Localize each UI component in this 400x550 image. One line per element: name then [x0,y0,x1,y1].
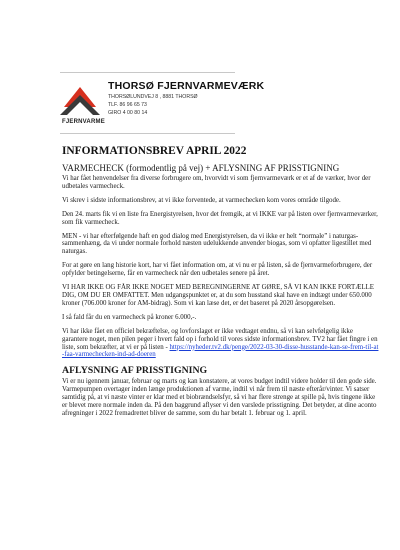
paragraph: Den 24. marts fik vi en liste fra Energistyrelsen, hvor det fremgik, at vi IKKE var på listen over fjernvarmeværker, som fik varmecheck. [62,210,378,226]
letterhead [60,72,265,134]
company-giro: GIRO 4 00 80 14 [108,110,148,117]
paragraph: VI HAR IKKE OG FÅR IKKE NOGET MED BEREGNINGERNE AT GØRE, SÅ VI KAN IKKE FORTÆLLE DIG, OM DU ER OMFATTET. Men udgangspunktet er, at du som husstand skal have en indtægt under 650.000 kroner (706.000 kroner for AM-bidrag). Som vi kan læse det, er det baseret på 2020 årsopgørelsen. [62,284,374,307]
document-title: INFORMATIONSBREV APRIL 2022 [62,145,247,157]
paragraph-with-link [62,328,380,360]
paragraph: I så fald får du en varmecheck på kroner 6.000,-. [62,313,197,321]
section-heading-varmecheck: VARMECHECK (formodentlig på vej) + AFLYSNING AF PRISSTIGNING [62,163,340,173]
paragraph: Vi har fået henvendelser fra diverse forbrugere om, hvorvidt vi som fjernvarmeværk er et af de værker, hvor der udbetales varmecheck. [62,175,371,190]
company-phone: TLF. 86 96 65 73 [108,102,147,109]
paragraph: MEN - vi har efterfølgende haft en god dialog med Energistyrelsen, da vi ikke er helt “normale” i naturgas-sammenhæng, da vi under normale forhold næsten udelukkende anvender biogas, som vi opfatter ligestillet med naturgas. [62,232,372,256]
company-address: THORSØLUNDVEJ 8 , 8881 THORSØ [108,94,198,100]
tv2-article-link[interactable]: https://nyheder.tv2.dk/penge/2022-03-30-disse-husstande-kan-se-frem-til-at-faa-varmechecken-ind-ad-doeren [62,343,379,359]
section-heading-aflysning: AFLYSNING AF PRISSTIGNING [62,365,208,377]
company-logo-icon [60,81,100,121]
paragraph: Vi er nu igennem januar, februar og marts og kan konstatere, at vores budget indtil videre holder til den gode side. Varmepumpen overtager inden længe produktionen af varme, indtil vi når frem til næste efterår/vinter. Vi satser samtidig på, at vi næste vinter er klar med et biobrændselsfyr, så vi har flere strenge at spille på, hvis tingene ikke er blevet mere normale inden da. På den baggrund aflyser vi den varslede prisstigning. Det betyder, at dine aconto afregninger i 2022 fremadrettet bliver de samme, som du har betalt 1. februar og 1. april. [62,378,377,417]
logo-wordmark: FJERNVARME [62,119,105,125]
paragraph-text: Vi har ikke fået en officiel bekræftelse, og lovforslaget er ikke vedtaget endnu, så vi kan selvfølgelig ikke garantere noget, men pilen peger i hvert fald op i forhold til vores sidste informationsbrev. TV2 har fået fingre i en liste, som bekræfter, at vi er på listen - [62,327,378,351]
letter-body [62,163,380,424]
paragraph: For at gøre en lang historie kort, har vi fået information om, at vi nu er på listen, så de fjernvarmeforbrugere, der opfylder betingelserne, får en varmecheck når den udbetales senere på året. [62,262,373,278]
company-name: THORSØ FJERNVARMEVÆRK [108,80,265,92]
company-block [108,80,264,117]
paragraph: Vi skrev i sidste informationsbrev, at vi ikke forventede, at varmechecken kom vores område tilgode. [62,196,341,204]
